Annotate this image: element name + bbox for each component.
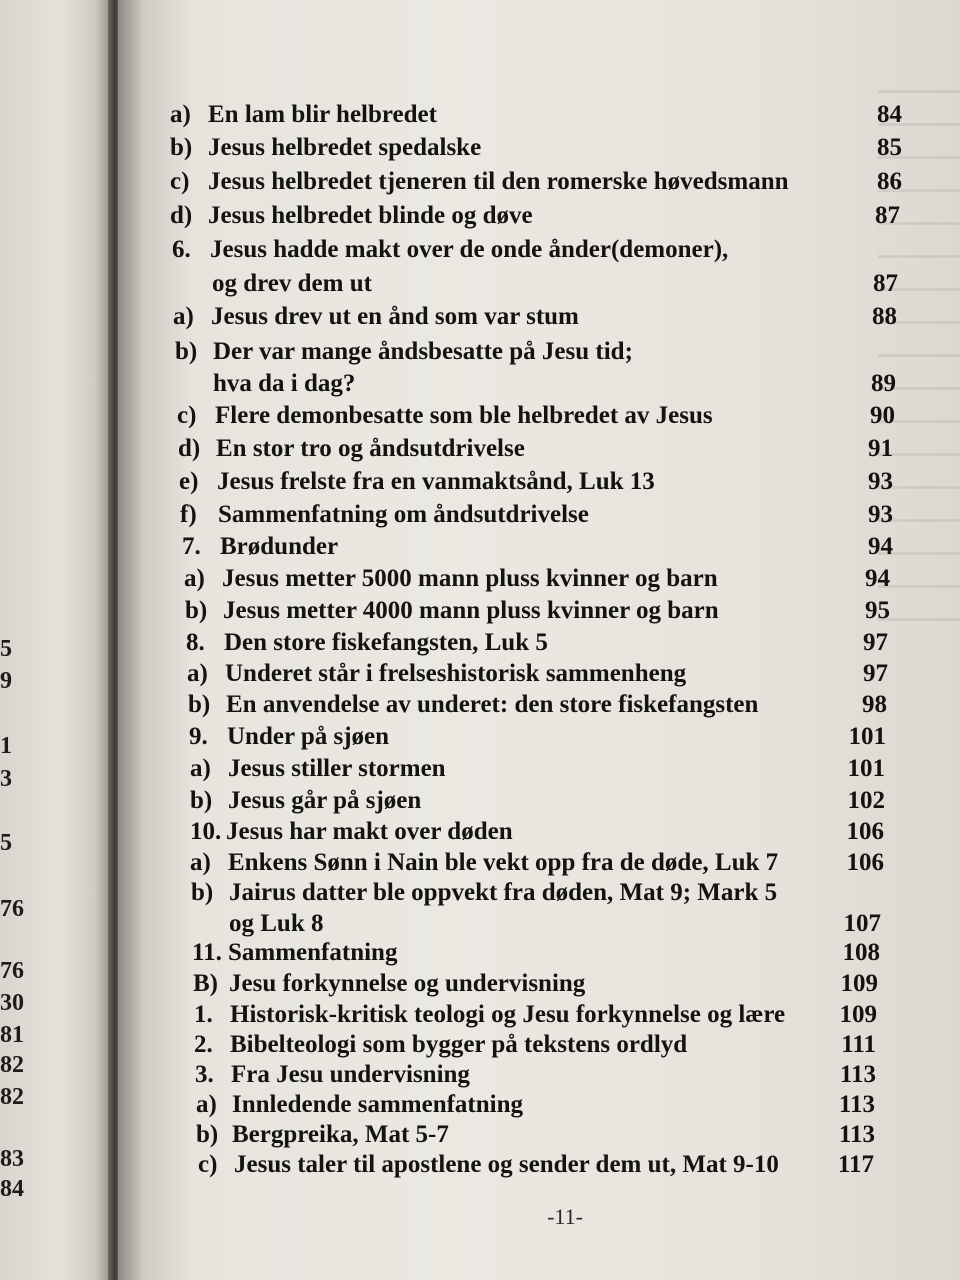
toc-entry — [196, 1088, 875, 1122]
toc-entry-page: 97 — [863, 660, 888, 687]
toc-entry — [193, 967, 878, 1001]
toc-entry-title: Der var mange åndsbesatte på Jesu tid; — [213, 338, 633, 365]
toc-entry-label: b) — [196, 1121, 219, 1148]
left-page-number-fragment: 3 — [0, 766, 12, 792]
toc-entry-label: a) — [173, 303, 194, 330]
left-page-number-fragment: 81 — [0, 1022, 24, 1048]
toc-entry-title: Sammenfatning om åndsutdrivelse — [218, 501, 589, 528]
left-page-number-fragment: 5 — [0, 830, 12, 856]
toc-entry — [194, 998, 877, 1032]
toc-entry — [196, 1118, 875, 1152]
left-page-number-fragment: 84 — [0, 1176, 24, 1202]
toc-entry-title: Jesus helbredet spedalske — [208, 134, 482, 161]
toc-entry-title: Innledende sammenfatning — [232, 1091, 524, 1118]
toc-entry — [182, 530, 893, 564]
toc-entry-title: En lam blir helbredet — [208, 101, 437, 128]
toc-entry-title: Den store fiskefangsten, Luk 5 — [224, 629, 548, 656]
toc-entry-label: 8. — [186, 629, 205, 656]
toc-entry-label: c) — [198, 1151, 218, 1178]
toc-entry — [187, 657, 888, 691]
toc-entry-label: 2. — [194, 1031, 213, 1058]
toc-entry-label: a) — [190, 849, 211, 876]
toc-entry-page: 98 — [862, 691, 887, 718]
toc-entry — [190, 752, 885, 786]
toc-entry-title: Jesus hadde makt over de onde ånder(demoner), — [210, 236, 729, 263]
toc-entry-label: a) — [187, 660, 208, 687]
toc-entry-page: 95 — [865, 597, 890, 624]
toc-entry-label: f) — [180, 501, 197, 528]
left-page — [0, 0, 112, 1280]
toc-entry-title: Bibelteologi som bygger på tekstens ordlyd — [230, 1031, 688, 1058]
toc-entry-label: a) — [184, 565, 205, 592]
toc-entry — [198, 1148, 874, 1182]
toc-entry-page: 89 — [871, 370, 896, 397]
toc-entry-page: 106 — [846, 818, 884, 845]
toc-entry-label: b) — [191, 879, 214, 906]
toc-entry — [180, 498, 893, 532]
toc-entry — [194, 1028, 876, 1062]
toc-entry — [191, 876, 881, 910]
toc-entry-title: Underet står i frelseshistorisk sammenheng — [225, 660, 687, 687]
toc-entry — [190, 815, 884, 849]
toc-entry-label: c) — [177, 402, 197, 429]
toc-entry-title: Fra Jesu undervisning — [231, 1061, 470, 1088]
toc-entry-title: Historisk-kritisk teologi og Jesu forkynnelse og lære — [230, 1001, 786, 1028]
toc-entry-page: 113 — [839, 1061, 876, 1088]
toc-entry — [186, 626, 888, 660]
left-page-number-fragment: 5 — [0, 636, 12, 662]
toc-entry-label: c) — [170, 168, 190, 195]
toc-entry-title: hva da i dag? — [213, 370, 356, 397]
toc-entry-page: 101 — [847, 755, 885, 782]
toc-entry-title: En anvendelse av underet: den store fiskefangsten — [226, 691, 759, 718]
toc-entry-page: 109 — [839, 1001, 877, 1028]
toc-entry-page: 84 — [877, 101, 902, 128]
toc-entry-label: 1. — [194, 1001, 213, 1028]
toc-entry-title: Jesus helbredet tjeneren til den romerske høvedsmann — [208, 168, 789, 195]
toc-entry — [170, 165, 902, 199]
toc-entry-title: Jesus har makt over døden — [226, 818, 513, 845]
toc-entry-title: Enkens Sønn i Nain ble vekt opp fra de døde, Luk 7 — [228, 849, 779, 876]
toc-entry-label: d) — [170, 202, 193, 229]
page-number: -11- — [547, 1204, 583, 1229]
toc-entry — [190, 846, 884, 880]
toc-entry-title: Jesus går på sjøen — [228, 787, 422, 814]
left-page-number-fragment: 76 — [0, 958, 24, 984]
toc-entry-label: 10. — [190, 818, 222, 845]
toc-entry-title: Jesu forkynnelse og undervisning — [229, 970, 586, 997]
toc-entry — [195, 1058, 876, 1092]
toc-entry-label: b) — [175, 338, 198, 365]
toc-entry — [173, 300, 897, 334]
toc-entry-title: Jesus metter 5000 mann pluss kvinner og barn — [222, 565, 718, 592]
toc-entry-page: 90 — [870, 402, 895, 429]
toc-entry-label: b) — [185, 597, 208, 624]
toc-entry-title: Jesus frelste fra en vanmaktsånd, Luk 13 — [217, 468, 655, 495]
toc-entry-label: 7. — [182, 533, 201, 560]
toc-entry — [170, 199, 900, 233]
left-page-number-fragment: 82 — [0, 1052, 24, 1078]
toc-entry-page: 87 — [873, 270, 898, 297]
toc-entry-page: 102 — [847, 787, 885, 814]
toc-entry-page: 101 — [848, 723, 886, 750]
toc-entry — [179, 465, 893, 499]
toc-entry-page: 86 — [877, 168, 902, 195]
toc-entry — [189, 720, 886, 754]
toc-entry-label: 6. — [172, 236, 191, 263]
toc-entry-page: 97 — [863, 629, 888, 656]
left-page-number-fragment: 30 — [0, 990, 24, 1016]
toc-entry-page: 117 — [837, 1151, 874, 1178]
toc-entry-title: Sammenfatning — [228, 939, 398, 966]
toc-entry — [175, 367, 896, 401]
toc-entry-page: 88 — [872, 303, 897, 330]
toc-entry-label: 3. — [195, 1061, 214, 1088]
toc-entry-page: 113 — [838, 1121, 875, 1148]
toc-entry — [184, 562, 890, 596]
toc-entry-label: b) — [190, 787, 213, 814]
toc-entry — [175, 335, 896, 369]
toc-entry-page: 93 — [868, 468, 893, 495]
toc-entry-page: 93 — [868, 501, 893, 528]
toc-entry-label: 9. — [189, 723, 208, 750]
toc-entry-label: e) — [179, 468, 199, 495]
left-page-number-fragment: 82 — [0, 1084, 24, 1110]
toc-entry-title: Under på sjøen — [227, 723, 390, 750]
toc-entry-title: Jesus helbredet blinde og døve — [208, 202, 533, 229]
toc-entry-page: 87 — [875, 202, 900, 229]
toc-entry-title: Jesus taler til apostlene og sender dem ut, Mat 9-10 — [234, 1151, 779, 1178]
left-page-number-fragment: 83 — [0, 1146, 24, 1172]
toc-entry-title: Jairus datter ble oppvekt fra døden, Mat 9; Mark 5 — [229, 879, 778, 906]
toc-entry — [172, 267, 898, 301]
toc-entry-label: 11. — [192, 939, 222, 966]
toc-entry-page: 94 — [868, 533, 893, 560]
toc-entry-label: B) — [193, 970, 218, 997]
toc-entry-label: d) — [178, 435, 201, 462]
toc-entry — [177, 399, 895, 433]
toc-entry-title: Jesus metter 4000 mann pluss kvinner og barn — [223, 597, 719, 624]
toc-entry-title: og Luk 8 — [229, 910, 324, 937]
toc-entry — [190, 784, 885, 818]
toc-entry — [170, 131, 902, 165]
toc-entry-title: Jesus stiller stormen — [228, 755, 446, 782]
toc-entry-title: En stor tro og åndsutdrivelse — [216, 435, 525, 462]
toc-entry-page: 113 — [838, 1091, 875, 1118]
toc-entry — [170, 98, 902, 132]
left-page-number-fragment: 76 — [0, 896, 24, 922]
toc-entry-title: Jesus drev ut en ånd som var stum — [211, 303, 579, 330]
toc-entry — [178, 432, 893, 466]
left-page-number-fragment: 1 — [0, 733, 12, 759]
toc-entry-title: Bergpreika, Mat 5-7 — [232, 1121, 449, 1148]
left-page-number-fragment: 9 — [0, 668, 12, 694]
toc-entry — [192, 936, 880, 970]
toc-entry — [185, 594, 890, 628]
toc-entry-label: b) — [170, 134, 193, 161]
toc-entry-page: 109 — [840, 970, 878, 997]
toc-entry-page: 94 — [865, 565, 890, 592]
toc-entry-label: a) — [190, 755, 211, 782]
toc-entry-page: 111 — [841, 1031, 876, 1058]
toc-entry-title: og drev dem ut — [212, 270, 372, 297]
toc-entry-label: a) — [196, 1091, 217, 1118]
toc-entry-title: Flere demonbesatte som ble helbredet av Jesus — [215, 402, 713, 429]
toc-entry-page: 108 — [842, 939, 880, 966]
toc-entry-page: 107 — [843, 910, 881, 937]
toc-entry-label: a) — [170, 101, 191, 128]
toc-entry-page: 85 — [877, 134, 902, 161]
toc-entry-title: Brødunder — [220, 533, 339, 560]
toc-entry-label: b) — [188, 691, 211, 718]
toc-entry — [188, 688, 887, 722]
toc-entry-page: 91 — [868, 435, 893, 462]
toc-entry-page: 106 — [846, 849, 884, 876]
toc-entry — [172, 233, 900, 267]
